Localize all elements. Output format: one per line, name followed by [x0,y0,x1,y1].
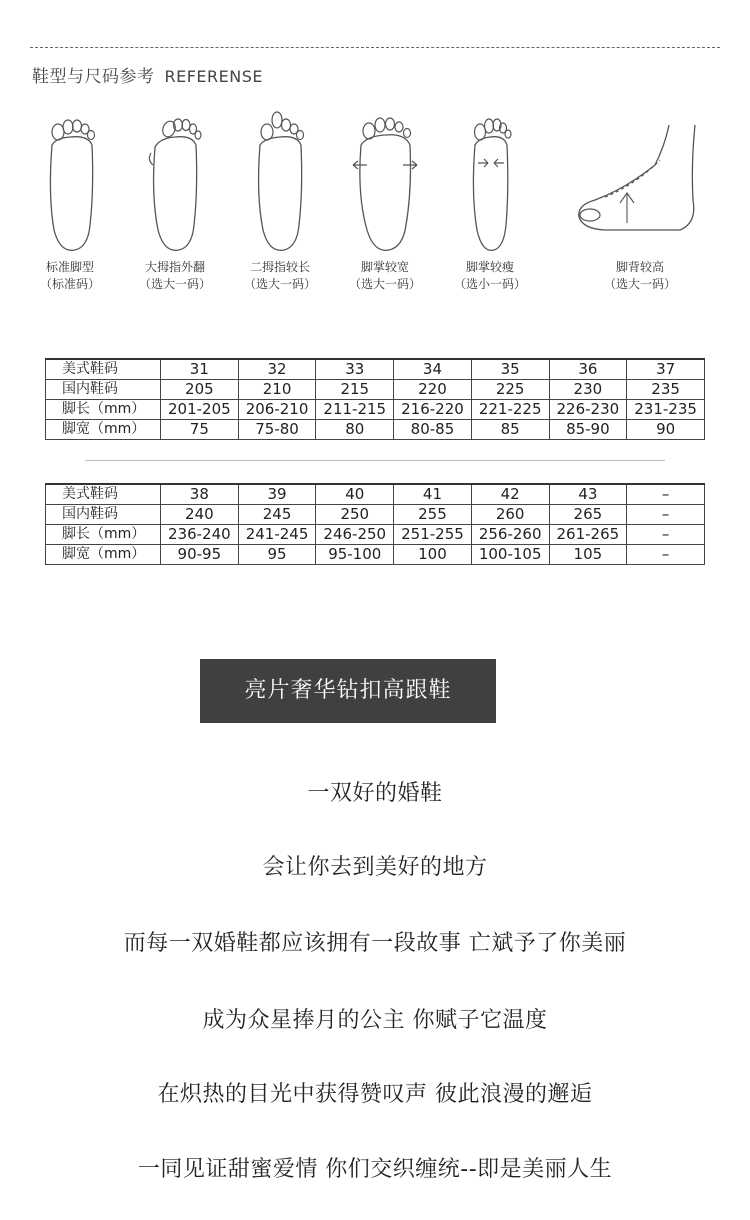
poem-line: 而每一双婚鞋都应该拥有一段故事 亡斌予了你美丽 [123,931,627,956]
table-cell: 37 [627,359,705,380]
foot-type-advice: （选大一码） [603,277,676,291]
row-label: 脚宽（mm） [46,420,161,440]
table-cell: 31 [161,359,239,380]
foot-type-name: 标准脚型 [45,260,94,274]
table-separator [85,460,665,461]
table-cell: 33 [316,359,394,380]
table-cell: 255 [394,505,472,525]
table-cell: 265 [549,505,627,525]
foot-type-name: 脚掌较瘦 [465,260,514,274]
foot-type-standard [15,105,125,293]
table-cell: 231-235 [627,400,705,420]
table-cell: 241-245 [238,525,316,545]
table-cell: 260 [471,505,549,525]
table-cell: 100 [394,545,472,565]
foot-type-bunion [120,105,230,293]
narrow-foot-icon [450,105,530,255]
row-label: 脚宽（mm） [46,545,161,565]
table-row-cn-size [46,505,705,525]
table-cell: 42 [471,484,549,505]
table-cell: 36 [549,359,627,380]
poem-line: 一双好的婚鞋 [307,781,443,806]
section-title-cn: 鞋型与尺码参考 [32,67,155,87]
row-label: 美式鞋码 [46,359,161,380]
foot-type-long-second-toe [225,105,335,293]
table-cell: – [627,505,705,525]
table-cell: 245 [238,505,316,525]
table-cell: 95 [238,545,316,565]
table-cell: 246-250 [316,525,394,545]
table-cell: 35 [471,359,549,380]
table-cell: 206-210 [238,400,316,420]
table-row-us-size [46,484,705,505]
table-row-foot-length [46,400,705,420]
table-cell: 41 [394,484,472,505]
bunion-foot-icon [135,105,215,255]
table-cell: 210 [238,380,316,400]
foot-type-name: 脚掌较宽 [360,260,409,274]
table-cell: 75-80 [238,420,316,440]
foot-type-wide [330,105,440,293]
size-table-part1 [45,358,705,440]
table-cell: 85-90 [549,420,627,440]
table-cell: 216-220 [394,400,472,420]
foot-type-advice: （选大一码） [243,277,316,291]
table-cell: 226-230 [549,400,627,420]
row-label: 美式鞋码 [46,484,161,505]
table-cell: 80-85 [394,420,472,440]
foot-type-name: 大拇指外翻 [144,260,205,274]
foot-type-advice: （选大一码） [138,277,211,291]
table-cell: 39 [238,484,316,505]
foot-type-name: 脚背较高 [615,260,664,274]
table-row-foot-width [46,545,705,565]
wide-foot-icon [345,105,425,255]
table-cell: 211-215 [316,400,394,420]
foot-type-advice: （选大一码） [348,277,421,291]
poem-line: 成为众星捧月的公主 你赋子它温度 [202,1008,548,1033]
table-cell: 75 [161,420,239,440]
row-label: 脚长（mm） [46,400,161,420]
section-title-en: REFERENSE [164,67,263,86]
table-cell: – [627,484,705,505]
table-cell: 221-225 [471,400,549,420]
table-cell: 80 [316,420,394,440]
table-cell: 105 [549,545,627,565]
table-cell: 256-260 [471,525,549,545]
table-cell: 250 [316,505,394,525]
table-cell: 225 [471,380,549,400]
high-instep-icon [565,105,715,255]
long-second-toe-icon [240,105,320,255]
table-cell: 220 [394,380,472,400]
table-cell: 85 [471,420,549,440]
table-cell: 240 [161,505,239,525]
section-title [32,62,263,87]
table-cell: 95-100 [316,545,394,565]
product-banner: 亮片奢华钻扣高跟鞋 [200,659,496,723]
table-cell: 90-95 [161,545,239,565]
foot-type-list [30,105,720,305]
table-cell: 34 [394,359,472,380]
standard-foot-icon [30,105,110,255]
table-cell: 236-240 [161,525,239,545]
poem-line: 一同见证甜蜜爱情 你们交织缠统--即是美丽人生 [137,1157,613,1182]
table-cell: 100-105 [471,545,549,565]
size-chart [45,338,705,583]
top-dashed-divider [30,47,720,48]
table-cell: 43 [549,484,627,505]
foot-type-advice: （标准码） [39,277,100,291]
size-table-part2 [45,483,705,565]
table-cell: 32 [238,359,316,380]
table-cell: 235 [627,380,705,400]
table-cell: 90 [627,420,705,440]
table-cell: 205 [161,380,239,400]
row-label: 国内鞋码 [46,505,161,525]
table-cell: 215 [316,380,394,400]
table-cell: 38 [161,484,239,505]
foot-type-narrow [435,105,545,293]
foot-type-high-instep [565,105,715,293]
poem-line: 会让你去到美好的地方 [262,855,488,880]
foot-type-name: 二拇指较长 [249,260,310,274]
foot-type-advice: （选小一码） [453,277,526,291]
poem-line: 在炽热的目光中获得赞叹声 彼此浪漫的邂逅 [157,1082,593,1107]
row-label: 脚长（mm） [46,525,161,545]
table-cell: 261-265 [549,525,627,545]
table-cell: – [627,525,705,545]
table-cell: 251-255 [394,525,472,545]
table-row-us-size [46,359,705,380]
table-row-cn-size [46,380,705,400]
table-row-foot-width [46,420,705,440]
table-cell: 40 [316,484,394,505]
table-cell: 230 [549,380,627,400]
row-label: 国内鞋码 [46,380,161,400]
table-cell: 201-205 [161,400,239,420]
table-row-foot-length [46,525,705,545]
table-cell: – [627,545,705,565]
